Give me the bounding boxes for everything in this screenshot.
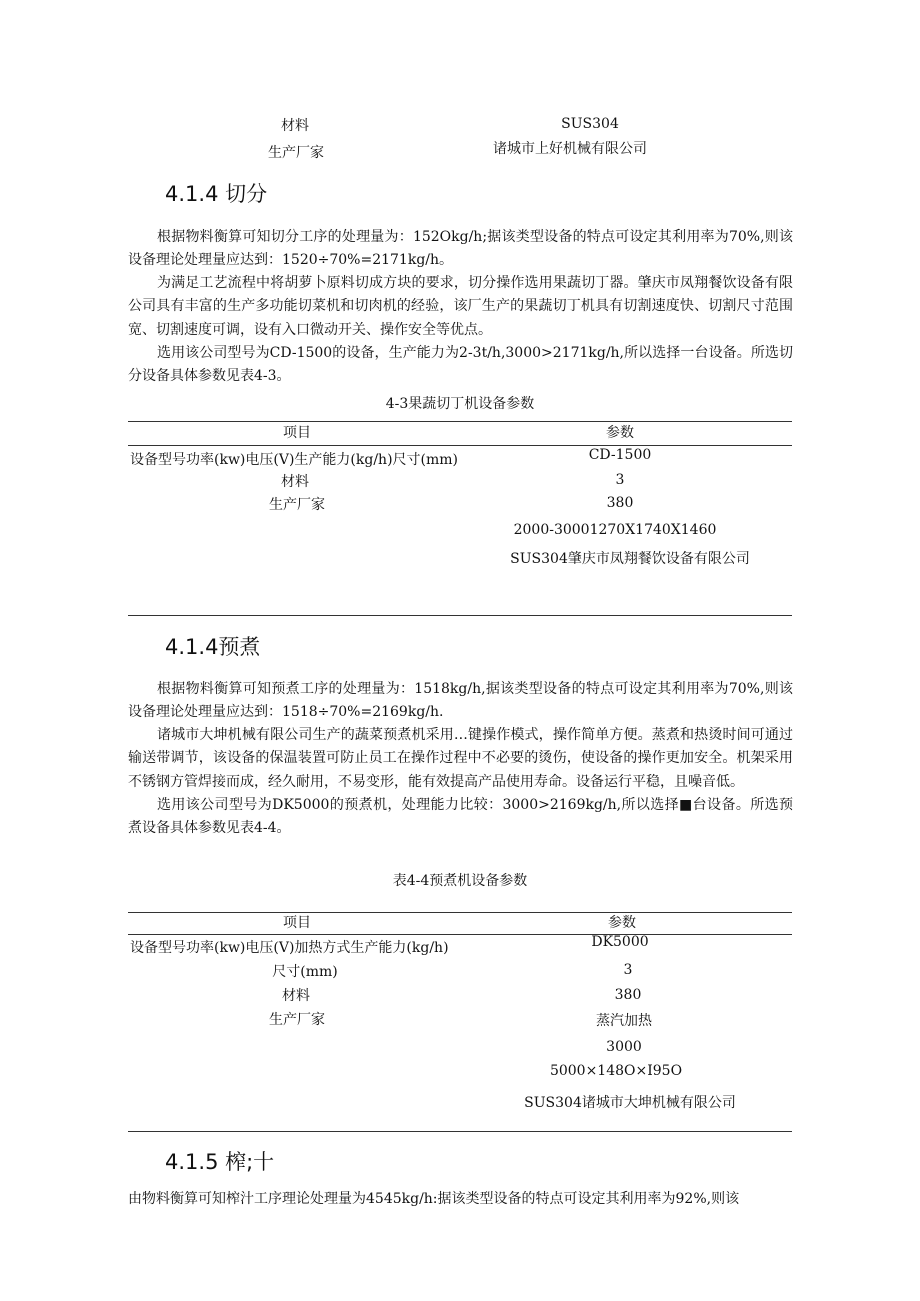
table-cell: 3: [615, 472, 625, 488]
section-heading: 4.1.5 榨;十: [165, 1150, 275, 1174]
table-header-rule: [128, 934, 792, 935]
table-cell: 蒸汽加热: [596, 1013, 652, 1029]
table-header: 参数: [608, 915, 636, 931]
table-cell: 生产厂家: [268, 145, 324, 161]
paragraph: 由物料衡算可知榨汁工序理论处理量为4545kg/h:据该类型设备的特点可设定其利用率为92%,则该: [128, 1191, 740, 1207]
paragraph: 选用该公司型号为CD-1500的设备，生产能力为2-3t/h,3000>2171kg/h,所以选择一台设备。所选切分设备具体参数见表4-3。: [128, 345, 793, 385]
paragraph: 为满足工艺流程中将胡萝卜原料切成方块的要求，切分操作选用果蔬切丁器。肇庆市凤翔餐饮设备有限公司具有丰富的生产多功能切菜机和切肉机的经验，该厂生产的果蔬切丁机具有切割速度快、切割尺寸范围宽、切割速度可调，设有入口微动开关、操作安全等优点。: [128, 275, 793, 338]
table-cell: 2000-30001270X1740X1460: [513, 522, 717, 538]
table-cell: 3: [623, 962, 633, 978]
table-header-rule: [128, 445, 792, 446]
section-heading: 4.1.4预煮: [165, 635, 261, 659]
table-top-rule: [128, 421, 792, 422]
table-cell: 设备型号功率(kw)电压(V)加热方式生产能力(kg/h): [130, 940, 449, 956]
table-cell: 设备型号功率(kw)电压(V)生产能力(kg/h)尺寸(mm): [130, 452, 459, 468]
table-cell: 材料: [281, 118, 309, 134]
table-cell: 380: [606, 495, 634, 511]
table-cell: CD-1500: [588, 447, 652, 463]
table-header: 项目: [283, 425, 311, 441]
table-cell: 3000: [606, 1039, 642, 1055]
table-cell: 5000×148O×I95O: [549, 1063, 683, 1079]
table-bottom-rule: [128, 615, 792, 616]
table-bottom-rule: [128, 1131, 792, 1132]
table-cell: DK5000: [591, 934, 649, 950]
table-cell: 材料: [282, 988, 310, 1004]
table-cell: 材料: [281, 474, 309, 490]
table-cell: 尺寸(mm): [272, 964, 338, 980]
paragraph: 选用该公司型号为DK5000的预煮机，处理能力比较：3000>2169kg/h,所以选择■台设备。所选预煮设备具体参数见表4-4。: [128, 797, 793, 837]
section-heading: 4.1.4 切分: [165, 182, 268, 206]
paragraph: 根据物料衡算可知预煮工序的处理量为：1518kg/h,据该类型设备的特点可设定其利用率为70%,则该设备理论处理量应达到：1518÷70%=2169kg/h.: [128, 681, 793, 721]
table-cell: 生产厂家: [269, 1012, 325, 1028]
table-header: 项目: [283, 915, 311, 931]
table-top-rule: [128, 912, 792, 913]
table-cell: SUS304: [561, 116, 619, 132]
table-cell: SUS304诸城市大坤机械有限公司: [524, 1095, 736, 1111]
table-cell: 诸城市上好机械有限公司: [493, 141, 647, 157]
table-caption: 4-3果蔬切丁机设备参数: [385, 396, 535, 412]
paragraph: 诸城市大坤机械有限公司生产的蔬菜预煮机采用…键操作模式，操作简单方便。蒸煮和热烫时间可通过输送带调节，该设备的保温装置可防止员工在操作过程中不必要的烫伤，使设备的操作更加安全。机架采用不锈钢方管焊接而成，经久耐用，不易变形，能有效提高产品使用寿命。设备运行平稳，且噪音低。: [128, 727, 793, 790]
paragraph: 根据物料衡算可知切分工序的处理量为：152Okg/h;据该类型设备的特点可设定其利用率为70%,则该设备理论处理量应达到：1520÷70%=2171kg/h。: [128, 229, 793, 269]
table-cell: 380: [614, 987, 642, 1003]
table-caption: 表4-4预煮机设备参数: [392, 873, 528, 889]
table-header: 参数: [606, 425, 634, 441]
table-cell: 生产厂家: [269, 497, 325, 513]
table-cell: SUS304肇庆市凤翔餐饮设备有限公司: [510, 551, 750, 567]
